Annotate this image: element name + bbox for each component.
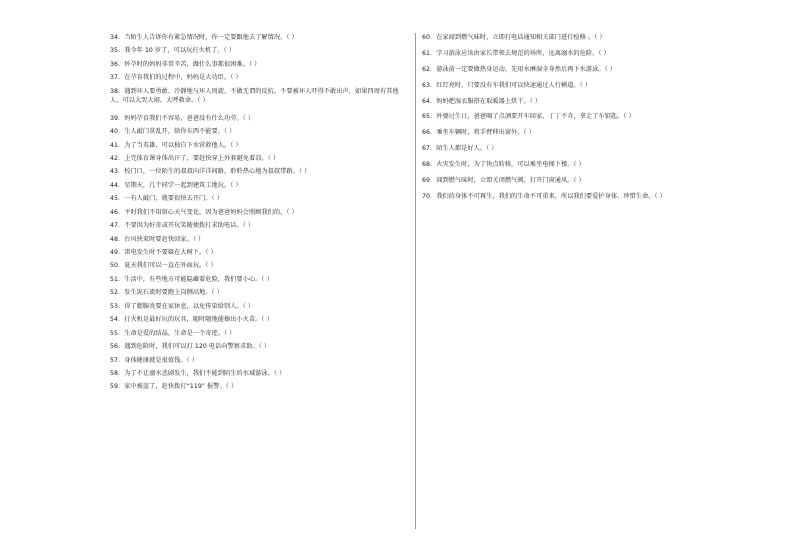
left-question-column: [110, 33, 410, 396]
question-item: 54．打火机是最好玩的玩具，随时随地能擦出小火苗。（ ）: [110, 316, 273, 324]
question-item: 44．星期天，几个同学一起到建筑工地玩。（ ）: [110, 181, 242, 189]
question-item: 41．为了当英雄，可以独自下水营救他人。（ ）: [110, 141, 242, 149]
question-item: 58．为了不让溺水悲剧发生，我们不能到陌生的水域游泳。（ ）: [110, 369, 286, 377]
question-item: 39．妈妈孕育我们不容易，爸爸没有什么功劳。（ ）: [110, 114, 255, 122]
question-item: 38．遇到坏人要勇敢、冷静地与坏人周旋，不做无谓的反抗。不要被坏人吓得不敢出声，如果四周有其他人，可以大哭大闹，大呼救命。（ ）: [110, 87, 399, 104]
question-item: 59．家中被盗了，赶快拨打“119” 报警。（ ）: [110, 383, 238, 391]
question-item: 37．在孕育我们的过程中，妈妈是大功臣。（ ）: [110, 74, 242, 82]
right-question-column: [422, 33, 727, 208]
question-item: 36．怀孕时的妈妈非常辛苦，做什么事都很困难。（ ）: [110, 60, 261, 68]
question-item: 56．遇到危险时，我们可以打 120 电话向警察求助。（ ）: [110, 343, 271, 351]
question-item: 60．在家闻到燃气味时，立即打电话通知相关部门进行检修 。（ ）: [422, 34, 606, 41]
question-item: 50．夏天我们可以一直在外面玩。（ ）: [110, 262, 217, 270]
question-item: 42．上完体育课身体出汗了，要赶快穿上外套避免着凉。（ ）: [110, 154, 280, 162]
question-item: 64．妈妈把湿衣服搭在取暖器上烘干。（ ）: [422, 97, 542, 105]
question-item: 34．当陌生人告诉你有紧急情况时，你一定要跟他去了解情况。（ ）: [110, 34, 298, 41]
question-item: 45．一有人敲门，就要很快去开门。（ ）: [110, 195, 223, 203]
question-item: 46．平时我们不用留心天气变化，因为爸爸妈妈会照顾我们的。（ ）: [110, 208, 298, 216]
question-item: 43．校门口，一位陌生的叔叔向洋洋问路，聆聆热心地为叔叔带路。（ ）: [110, 168, 311, 176]
question-item: 48．台风快来时要赶快回家。（ ）: [110, 235, 205, 243]
question-item: 47．不要因为好奇或开玩笑随便拨打求助电话。（ ）: [110, 222, 255, 230]
question-item: 51．生活中，有些地方可能隐藏着危险，我们要小心。（ ）: [110, 275, 273, 283]
question-item: 40．生人敲门莫乱开，给你东西不能要。（ ）: [110, 128, 236, 136]
question-item: 53．得了腮腺炎要在家休息，以免传染给别人。（ ）: [110, 302, 255, 310]
question-item: 57．身体健康就是很值钱。（ ）: [110, 356, 198, 364]
column-divider: [415, 33, 416, 529]
question-item: 52．发生泥石流时要跑上岗侧高地。（ ）: [110, 289, 223, 297]
question-item: 55．生命是爱的结晶，生命是一个奇迹。（ ）: [110, 329, 236, 337]
question-item: 49．雷电发生时不要躲在大树下。（ ）: [110, 249, 217, 257]
question-item: 69．闻到燃气味时，立即关闭燃气阀，打开门窗通风。（ ）: [422, 177, 585, 185]
question-item: 68．火灾发生时，为了快点转移，可以乘坐电梯下楼。（ ）: [422, 161, 585, 169]
question-item: 35．我今年 10 岁了，可以玩打火机了。（ ）: [110, 47, 235, 55]
question-item: 65．外婆过生日，爸爸喝了点酒要开车回家，丁丁不肯，拿走了车钥匙。（ ）: [422, 113, 635, 121]
question-item: 62．游泳前一定要做热身运动，先用水淋湿全身然后再下水游泳。（ ）: [422, 65, 617, 73]
question-item: 61．学习游泳应该由家长带领去规范的场所，远离溺水的危险。（ ）: [422, 49, 610, 57]
question-item: 70．我们的身体不可再生，我们的生命不可重来，所以我们要爱护身体、珍惜生命。（ ）: [422, 192, 666, 200]
question-item: 66．乘坐车辆时，将手臂伸出窗外。（ ）: [422, 129, 535, 137]
question-item: 67．陌生人都是好人。（ ）: [422, 145, 498, 153]
question-item: 63．红灯亮时，只要没有车我们可以快速通过人行横道。（ ）: [422, 81, 592, 89]
